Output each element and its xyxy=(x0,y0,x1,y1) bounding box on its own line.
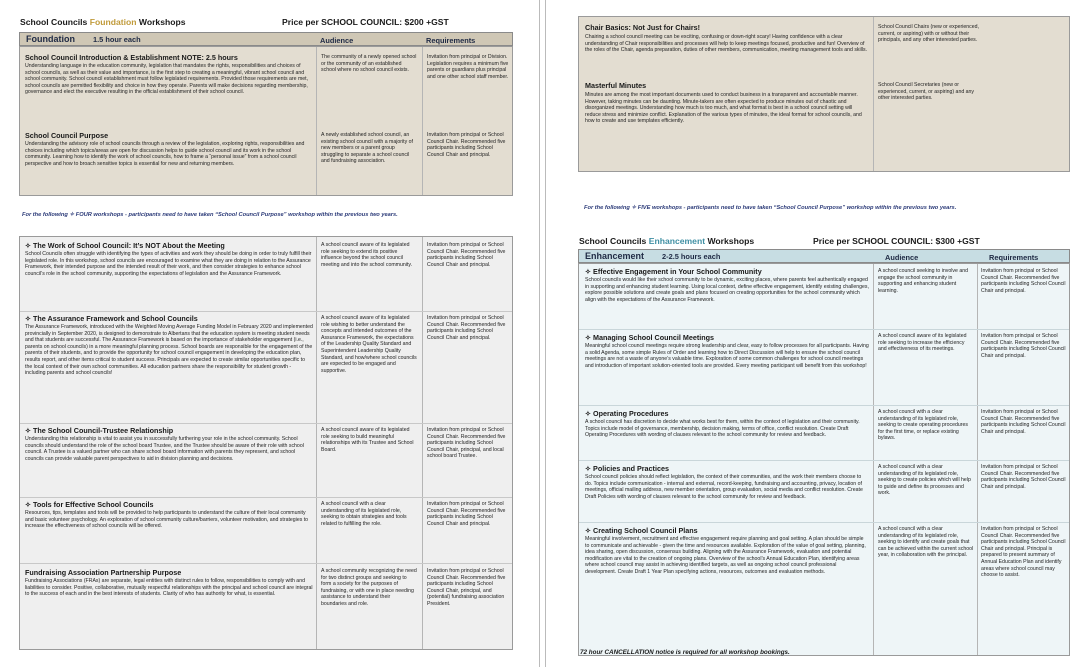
workshop-audience: A school council aware of its legislated role wishing to better understand the concepts and intended outcomes of the Assurance Framework, the expectations of the Leadership Quality Standard and Superintendent Leadership Quality Standard, and how/where school councils are expected to be engaged and supportive. xyxy=(321,315,417,374)
enhancement-header xyxy=(578,249,1070,263)
title-suffix: Workshops xyxy=(136,17,186,27)
workshop-title: Fundraising Association Partnership Purpose xyxy=(25,568,182,577)
header-audience: Audience xyxy=(885,253,919,262)
workshop-audience: A school council seeking to involve and engage the school community in supporting and enhancing student learning. xyxy=(878,268,968,294)
workshop-requirements: Invitation from principal or School Council Chair. Recommended five participants including School Council Chair and principal. xyxy=(981,268,1066,294)
title-highlight: Foundation xyxy=(89,17,137,27)
workshop-audience: School Council Chairs (new or experienced, current, or aspiring) with or without their principals, and any other interested parties. xyxy=(878,24,979,44)
title-prefix: School Councils xyxy=(579,236,649,246)
workshop-row xyxy=(20,241,512,311)
diamond-icon: ✧ xyxy=(25,241,32,250)
header-name: Foundation xyxy=(26,34,75,44)
workshop-description: Resources, tips, templates and tools will be provided to help participants to understand the culture of their local community and basic volunteer psychology. An exploration of school community culture/barriers, volunteer motivation, and strategies to increase the effectiveness of school councils will be offered. xyxy=(25,510,309,530)
workshop-title: School Council Introduction & Establishment NOTE: 2.5 hours xyxy=(25,53,238,62)
header-audience: Audience xyxy=(320,36,354,45)
advanced-foundation-block xyxy=(19,236,513,650)
diamond-icon: ✧ xyxy=(585,333,592,342)
right-page xyxy=(545,0,1091,667)
enhancement-block xyxy=(578,263,1070,656)
foundation-price: Price per SCHOOL COUNCIL: $200 +GST xyxy=(282,17,449,27)
workshop-audience: A school council aware of its legislated role seeking to increase the efficiency and effectiveness of its meetings. xyxy=(878,333,967,353)
workshop-row xyxy=(20,497,512,563)
workshop-description: Fundraising Associations (FRAs) are separate, legal entities with distinct rules to follow, responsibilities to comply with and liabilities to consider. Positive, collaborative, mutually respectful relationships with the principal and school council are integral to the success of each and in the best interests of students. Clarity of who has authority for what, is essential. xyxy=(25,578,313,598)
header-name: Enhancement xyxy=(585,251,645,261)
five-workshops-note xyxy=(584,205,956,211)
header-duration: 2-2.5 hours each xyxy=(662,252,721,261)
workshop-row xyxy=(20,311,512,423)
workshop-row xyxy=(579,23,1069,83)
workshop-row xyxy=(20,53,512,131)
workshop-description: School councils would like their school community to be dynamic, exciting places, where parents feel authentically engaged in supporting and enhancing student learning. Using local context, define effective engagement, identify existing challenges, explore possible solutions and create goals and plans focused on creating opportunities for the school community which align with the expectations of the Assurance Framework. xyxy=(585,277,869,303)
workshop-requirements: Invitation from principal or School Council Chair. Recommended five participants including School Council Chair and principal. xyxy=(427,132,506,158)
workshop-row xyxy=(20,563,512,649)
left-page xyxy=(0,0,540,667)
four-workshops-note xyxy=(22,212,398,218)
workshop-title: School Council Purpose xyxy=(25,131,109,140)
workshop-audience: A school council with a clear understanding of its legislated role, seeking to create policies which will help to guide and define its processes and work. xyxy=(878,464,971,497)
workshop-title: The School Council-Trustee Relationship xyxy=(33,426,174,435)
note-suffix: FOUR workshops - participants need to have taken “School Council Purpose” workshop within the previous two years. xyxy=(74,212,398,218)
workshop-title: Operating Procedures xyxy=(593,409,669,418)
workshop-description: Meaningful school council meetings require strong leadership and clear, easy to follow processes for all participants. Having a solid Agenda, some simple Rules of Order and learning how to Direct Discussion will help to ensure the school council meetings are not a waste of anyone’s valuable time. Exploration of some common challenges for school council meetings and introduction of important solution-oriented tools are provided. Every meeting participant will benefit from this workshop! xyxy=(585,343,869,369)
diamond-icon: ✧ xyxy=(585,464,592,473)
workshop-title: Policies and Practices xyxy=(593,464,669,473)
workshop-row xyxy=(20,423,512,497)
workshop-title: Creating School Council Plans xyxy=(593,526,698,535)
workshop-row xyxy=(579,405,1069,460)
workshop-description: Meaningful involvement, recruitment and effective engagement require planning and goal setting. A plan should be simple to communicate and achievable - given the time and resources available. Exploration of the value of goal setting, planning, idea sharing, open discussion, consensus building. Aligning with the Assurance Framework, evaluation and potential modification are vital to the creation of ongoing plans. Overview of the school’s Annual Education Plan, identifying areas where school council may assist in achieving identified targets, as well as ongoing school council professional development. Create Draft 1 Year Plan specifying actions, resources, outcomes and evaluation methods. xyxy=(585,536,866,575)
workshop-row xyxy=(579,522,1069,655)
diamond-icon: ✧ xyxy=(585,267,592,276)
enhancement-title xyxy=(579,236,754,246)
workshop-requirements: Invitation from principal or School Council Chair. Recommended five participants including School Council Chair and principal. xyxy=(981,464,1066,490)
diamond-icon: ✧ xyxy=(25,426,32,435)
title-prefix: School Councils xyxy=(20,17,90,27)
workshop-row xyxy=(579,81,1069,169)
enhancement-price: Price per SCHOOL COUNCIL: $300 +GST xyxy=(813,236,980,246)
workshop-description: A school council has discretion to decide what works best for them, within the context of legislation and their community. Topics include model of governance, membership, decision making, terms of office, conflict resolution. Create Draft Operating Procedures with wording of clauses relevant to the school community for review and feedback. xyxy=(585,419,860,439)
workshop-requirements: Invitation from principal or School Council Chair. Recommended five participants including School Council Chair and principal. Principal is prepared to present summary of Annual Education Plan and identify areas where school council may choose to assist. xyxy=(981,526,1066,579)
workshop-description: The Assurance Framework, introduced with the Weighted Moving Average Funding Model in February 2020 and implemented provincially in September 2020, is designed to demonstrate to Albertans that the education system is meeting student needs and that students are successful. The Assurance Framework is based on the importance of stakeholder engagement (i.e., parents on school councils) in a more meaningful planning process. School boards are responsible for the engagement of the parents of their students, and to provide the opportunity for school council engagement in developing the education plan, results report, and other items critical to student success. Principals are expected to create similar opportunities specific to the local context of their own school communities. All education partners share the responsibility for student growth - including parents and school councils! xyxy=(25,324,313,377)
chair-minutes-block xyxy=(578,16,1070,172)
workshop-title: The Assurance Framework and School Councils xyxy=(33,314,198,323)
diamond-icon: ✧ xyxy=(25,314,32,323)
diamond-icon: ✧ xyxy=(69,212,75,218)
workshop-description: Understanding language in the education community, legislation that mandates the rights, responsibilities and choices of school councils, as well as their value and importance, is the first step to creating a meaningful, vibrant school council and school community. School council establishment must follow legislated requirements. Provided those requirements are met, school councils are permitted flexibility and choice in how they operate. Parents will make decisions regarding membership, governance and elect the executive resulting in the official establishment of their school council. xyxy=(25,63,309,96)
workshop-audience: The community of a newly opened school or the community of an established school where no school council exists. xyxy=(321,54,417,74)
note-suffix: FIVE workshops - participants need to have taken “School Council Purpose” workshop within the previous two years. xyxy=(636,205,957,211)
note-prefix: For the following xyxy=(584,205,632,211)
workshop-requirements: Invitation from principal or School Council Chair. Recommended five participants including School Council Chair, principal, and local school board Trustee. xyxy=(427,427,506,460)
title-suffix: Workshops xyxy=(705,236,755,246)
diamond-icon: ✧ xyxy=(585,526,592,535)
workshop-title: Chair Basics: Not Just for Chairs! xyxy=(585,23,701,32)
workshop-audience: A school council aware of its legislated role seeking to build meaningful relationships with its Trustee and School Board. xyxy=(321,427,414,453)
workshop-description: Chairing a school council meeting can be exciting, confusing or down-right scary! Having confidence with a clear understanding of Chair responsibilities and processes will help to keep meetings focused, productive and fun! Overview of the roles of the Chair, agenda preparation, duties of other members, communication, meeting management tools and skills. xyxy=(585,34,868,54)
workshop-audience: A school council with a clear understanding of its legislated role, seeking to obtain strategies and tools related to fulfilling the role. xyxy=(321,501,407,527)
workshop-description: School council policies should reflect legislation, the context of their communities, and the work their members choose to do. Topics include communication - internal and external, record-keeping, fundraising and accounting, privacy, location of meetings, official mailing address, new member orientation, group evaluation, social media and conflict resolution. Create Draft Policies with wording of clauses relevant to the school community for review and feedback. xyxy=(585,474,863,500)
workshop-requirements: Invitation from principal or School Council Chair. Recommended five participants including School Council Chair and principal. xyxy=(981,333,1066,359)
workshop-requirements: Invitation from principal or School Council Chair. Recommended five participants including School Council Chair, principal, and (potential) fundraising association President. xyxy=(427,568,506,607)
title-highlight: Enhancement xyxy=(648,236,706,246)
workshop-requirements: Invitation from principal or School Council Chair. Recommended five participants including School Council Chair and principal. xyxy=(427,501,506,527)
diamond-icon: ✧ xyxy=(631,205,637,211)
workshop-audience: School Council Secretaries (new or experienced, current, or aspiring) and any other interested parties. xyxy=(878,82,975,102)
header-duration: 1.5 hour each xyxy=(93,35,141,44)
foundation-header xyxy=(19,32,513,46)
workshop-requirements: Invitation from principal or Division. Legislation requires a minimum five parents or guardians plus principal and one other school staff member. xyxy=(427,54,509,80)
workshop-audience: A school community recognizing the need for two distinct groups and seeking to form a society for the purposes of fundraising, or with one in place needing assistance to understand their boundaries and role. xyxy=(321,568,417,607)
workshop-audience: A school council with a clear understanding of its legislated role, seeking to create operating procedures for the first time, or replace existing bylaws. xyxy=(878,409,968,442)
diamond-icon: ✧ xyxy=(25,500,32,509)
workshop-title: Managing School Council Meetings xyxy=(593,333,715,342)
workshop-requirements: Invitation from principal or School Council Chair. Recommended five participants including School Council Chair and principal. xyxy=(427,242,506,268)
workshop-description: Understanding the advisory role of school councils through a review of the legislation, exploring rights, responsibilities and choices including which topics/areas are open for discussion helps to guide school council and its work in the school community. Learning how to identify the work of school councils, how to frame a “personal issue” from a school council perspective and how to broach sensitive topics is essential for new and returning members. xyxy=(25,141,305,167)
workshop-requirements: Invitation from principal or School Council Chair. Recommended five participants including School Council Chair and principal. xyxy=(981,409,1066,435)
workshop-title: Effective Engagement in Your School Community xyxy=(593,267,762,276)
workshop-title: Tools for Effective School Councils xyxy=(33,500,154,509)
workshop-description: Minutes are among the most important documents used to conduct business in a transparent and accountable manner. However, taking minutes can be daunting. Minute-takers are often expected to produce minutes out of chaotic and disorganized meetings. Understanding how much is too much, and what format is best in a school council setting will reduce stress and minimize conflict. Explanation of the various types of minutes, the ideal format for school councils, and how to create and use templates efficiently. xyxy=(585,92,862,125)
foundation-block xyxy=(19,46,513,196)
diamond-icon: ✧ xyxy=(585,409,592,418)
workshop-description: Understanding this relationship is vital to assist you in successfully furthering your role in the school community. School councils should understand the role of the school board Trustee, and the Trustee should be aware of their role with school council. A Trustee is a valued partner who can share school board information with parents they represent, and school councils can provide valuable parent perspectives to aid in division planning and decisions. xyxy=(25,436,304,462)
header-requirements: Requirements xyxy=(426,36,476,45)
workshop-row xyxy=(579,267,1069,329)
foundation-title xyxy=(20,17,186,27)
workshop-audience: A school council with a clear understanding of its legislated role, seeking to identify and create goals that can be achieved within the current school year, in collaboration with the principal. xyxy=(878,526,974,559)
workshop-row xyxy=(579,460,1069,522)
workshop-row xyxy=(20,131,512,193)
workshop-title: The Work of School Council: It’s NOT About the Meeting xyxy=(33,241,225,250)
workshop-title: Masterful Minutes xyxy=(585,81,647,90)
cancellation-notice: 72 hour CANCELLATION notice is required for all workshop bookings. xyxy=(580,649,790,656)
workshop-row xyxy=(579,329,1069,405)
workshop-requirements: Invitation from principal or School Council Chair. Recommended five participants including School Council Chair and principal. xyxy=(427,315,506,341)
workshop-description: School Councils often struggle with identifying the types of activities and work they should be doing in order to truly fulfill their legislated role. In this workshop, school councils are encouraged to examine what they are doing in relation to the Assurance Framework, their intended purpose and the intended result of their work, and then consider strategies to enhance school council’s role in the school community, supporting the expectations of legislation and the Assurance Framework. xyxy=(25,251,312,277)
workshop-audience: A school council aware of its legislated role seeking to extend its positive influence beyond the school council meeting and into the school community. xyxy=(321,242,413,268)
note-prefix: For the following xyxy=(22,212,70,218)
header-requirements: Requirements xyxy=(989,253,1039,262)
workshop-audience: A newly established school council, an existing school council with a majority of new members or a parent group struggling to separate a school council and fundraising association. xyxy=(321,132,413,165)
